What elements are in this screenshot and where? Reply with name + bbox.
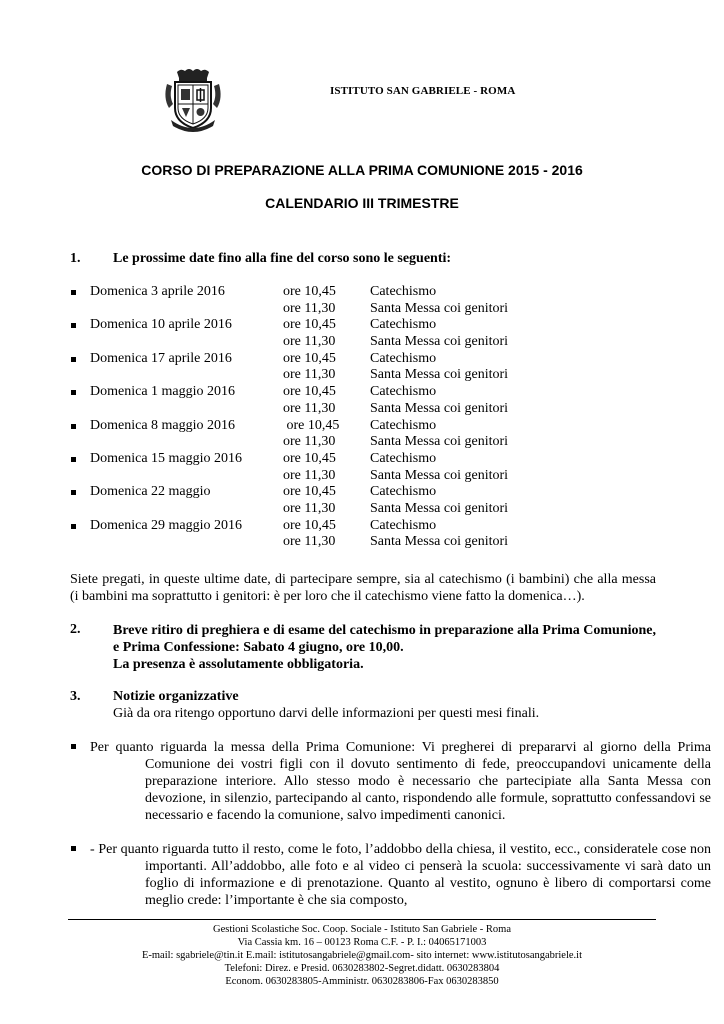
schedule-time: ore 11,30 (283, 300, 336, 316)
section-3-intro: Già da ora ritengo opportuno darvi delle informazioni per questi mesi finali. (113, 706, 540, 721)
schedule-time: ore 10,45 (283, 317, 336, 333)
section-2-text: Breve ritiro di preghiera e di esame del catechismo in preparazione alla Prima Comunione, e Prima Confessione: Sabato 4 giugno, ore 10,00. (113, 623, 656, 655)
section-1-heading: Le prossime date fino alla fine del corso sono le seguenti: (113, 251, 452, 266)
bullet-marker (71, 424, 76, 429)
schedule-time: ore 10,45 (283, 451, 336, 466)
bullet-marker (71, 846, 76, 851)
schedule-time: ore 11,30 (283, 367, 336, 383)
bullet-marker (71, 524, 76, 529)
schedule-time: ore 10,45 (283, 384, 336, 400)
schedule-activity: Santa Messa coi genitori (370, 333, 509, 349)
schedule-date: Domenica 22 maggio (90, 484, 211, 500)
schedule-activity: Catechismo (370, 384, 437, 400)
schedule-time: ore 11,30 (283, 333, 336, 349)
schedule-activity: Catechismo (370, 451, 437, 466)
footer-line-5: Econom. 0630283805-Amministr. 0630283806-Fax 0630283850 (225, 976, 499, 987)
section-3-number: 3. (70, 689, 81, 704)
schedule-time: ore 10,45 (283, 517, 336, 533)
bullet-marker (71, 390, 76, 395)
schedule-time: ore 11,30 (283, 467, 336, 483)
schedule-date: Domenica 3 aprile 2016 (90, 284, 225, 299)
schedule-activity: Catechismo (370, 350, 437, 366)
bullet-marker (71, 490, 76, 495)
schedule-date: Domenica 15 maggio 2016 (90, 451, 243, 466)
schedule-time: ore 11,30 (283, 534, 336, 550)
schedule-activity: Santa Messa coi genitori (370, 367, 509, 383)
schedule-activity: Catechismo (370, 317, 437, 333)
schedule-activity: Santa Messa coi genitori (370, 467, 509, 483)
section-1-number: 1. (70, 251, 81, 266)
schedule-activity: Catechismo (370, 517, 437, 533)
schedule-activity: Santa Messa coi genitori (370, 434, 509, 450)
schedule-time: ore 10,45 (283, 417, 340, 433)
schedule-time: ore 11,30 (283, 400, 336, 416)
bullet-marker (71, 744, 76, 749)
section-3-heading: Notizie organizzative (113, 689, 239, 704)
section-2-number: 2. (70, 622, 81, 637)
document-title: CORSO DI PREPARAZIONE ALLA PRIMA COMUNIONE 2015 - 2016 (141, 162, 583, 178)
section-1-note: Siete pregati, in queste ultime date, di partecipare sempre, sia al catechismo (i bambini) che alla messa (i bambini ma soprattutto i genitori: è per loro che il catechismo viene fatto la domenica…). (70, 572, 656, 604)
schedule-activity: Catechismo (370, 484, 437, 500)
schedule-time: ore 10,45 (283, 284, 336, 299)
schedule-activity: Catechismo (370, 284, 437, 299)
schedule-time: ore 11,30 (283, 500, 336, 516)
bullet-marker (71, 323, 76, 328)
footer-divider (68, 919, 656, 920)
schedule-activity: Santa Messa coi genitori (370, 534, 509, 550)
bullet-marker (71, 457, 76, 462)
footer-line-4: Telefoni: Direz. e Presid. 0630283802-Segret.didatt. 0630283804 (224, 963, 500, 974)
footer-line-3: E-mail: sgabriele@tin.it E.mail: istitutosangabriele@gmail.com- sito internet: www.istitutosangabriele.it (141, 950, 583, 961)
section-2-text-2: La presenza è assolutamente obbligatoria. (113, 657, 364, 672)
schedule-date: Domenica 17 aprile 2016 (90, 350, 232, 366)
schedule-date: Domenica 29 maggio 2016 (90, 517, 243, 533)
schedule-date: Domenica 10 aprile 2016 (90, 317, 232, 333)
schedule-activity: Catechismo (370, 417, 437, 433)
section-3-bullet-1: Per quanto riguarda la messa della Prima Comunione: Vi pregherei di prepararvi al giorno della Prima Comunione dei vostri figli con il dovuto sentimento di fede, preoccupandovi unicamente della preparazione interiore. Allo stesso modo è necessario che partecipiate alla Santa Messa con devozione, in silenzio, partecipando al canto, rispondendo alle formule, soprattutto confessandovi se necessario e facendo la comunione, salvo impedimenti canonici. (90, 740, 711, 823)
schedule-activity: Santa Messa coi genitori (370, 300, 509, 316)
document-subtitle: CALENDARIO III TRIMESTRE (265, 195, 459, 211)
section-3-bullet-2: - Per quanto riguarda tutto il resto, come le foto, l’addobbo della chiesa, il vestito, ecc., consideratele cose non importanti. All’addobbo, alle foto e al video ci penserà la scuola: successivamente vi sarà dato un foglio di informazione e di prenotazione. Quanto al vestito, ognuno è libero di comportarsi come meglio crede: l’importante è che sia composto, (90, 842, 711, 908)
schedule-time: ore 10,45 (283, 484, 336, 500)
schedule-activity: Santa Messa coi genitori (370, 500, 509, 516)
schedule-date: Domenica 1 maggio 2016 (90, 384, 236, 400)
schedule-time: ore 11,30 (283, 434, 336, 450)
schedule-date: Domenica 8 maggio 2016 (90, 417, 236, 433)
institute-name: ISTITUTO SAN GABRIELE - ROMA (330, 85, 516, 97)
schedule-time: ore 10,45 (283, 350, 336, 366)
footer-line-1: Gestioni Scolastiche Soc. Coop. Sociale - Istituto San Gabriele - Roma (212, 924, 512, 935)
schedule-activity: Santa Messa coi genitori (370, 400, 509, 416)
bullet-marker (71, 290, 76, 295)
bullet-marker (71, 357, 76, 362)
footer-line-2: Via Cassia km. 16 – 00123 Roma C.F. - P. I.: 04065171003 (237, 937, 487, 948)
school-crest-logo (163, 68, 223, 134)
